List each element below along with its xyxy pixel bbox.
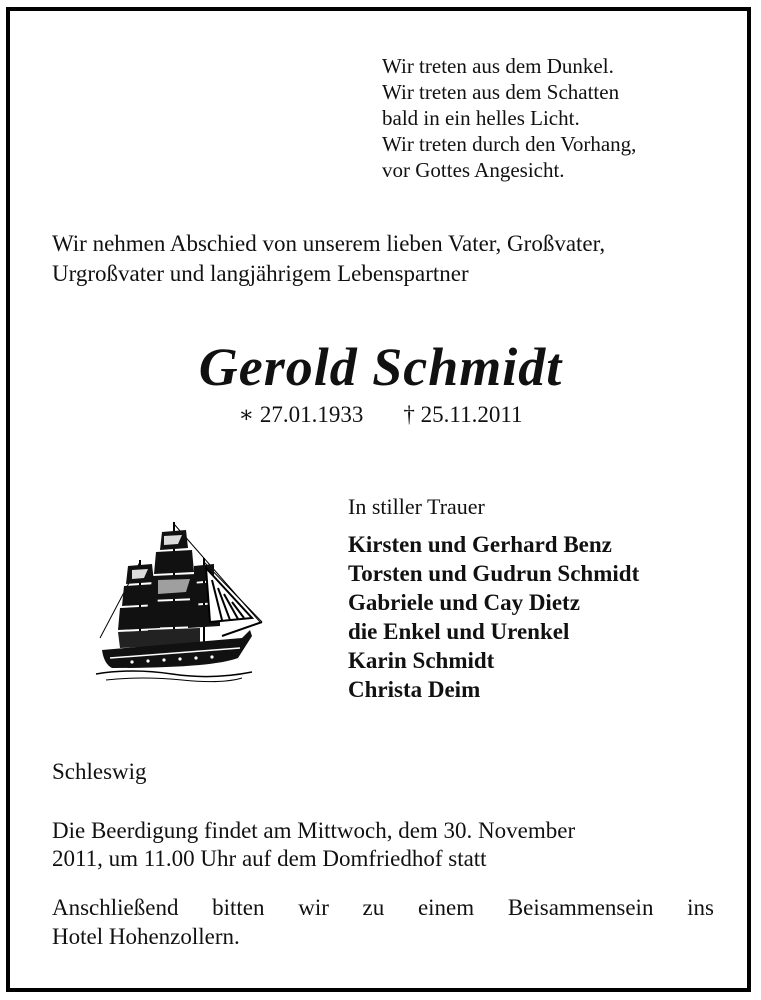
gathering-word: zu (362, 895, 385, 920)
poem (382, 53, 742, 183)
gathering-word: wir (298, 895, 329, 920)
gathering-line: Hotel Hohenzollern. (52, 924, 240, 949)
gathering-word: bitten (212, 895, 265, 920)
life-dates (0, 400, 761, 430)
poem-line: Wir treten aus dem Schatten (382, 80, 620, 104)
mourner-name: Kirsten und Gerhard Benz (348, 532, 612, 557)
gathering-line (52, 893, 714, 922)
gathering-word: ins (687, 895, 714, 920)
mourner-name: Gabriele und Cay Dietz (348, 590, 580, 615)
sailing-ship-icon (92, 518, 264, 686)
gathering-word: Anschließend (52, 895, 179, 920)
intro-line: Wir nehmen Abschied von unserem lieben Vater, Großvater, (52, 231, 606, 256)
poem-line: Wir treten aus dem Dunkel. (382, 54, 614, 78)
mourner-name: Christa Deim (348, 677, 481, 702)
poem-line: vor Gottes Angesicht. (382, 158, 565, 182)
mourner-name: die Enkel und Urenkel (348, 619, 570, 644)
poem-line: bald in ein helles Licht. (382, 106, 580, 130)
death-date: † 25.11.2011 (403, 402, 523, 427)
funeral-line: 2011, um 11.00 Uhr auf dem Domfriedhof statt (52, 846, 487, 871)
place-name: Schleswig (52, 759, 147, 784)
intro-line: Urgroßvater und langjährigem Lebenspartner (52, 261, 469, 286)
gathering-info (52, 893, 714, 951)
gathering-word: einem (417, 895, 475, 920)
mourner-name: Torsten und Gudrun Schmidt (348, 561, 640, 586)
mourners-list (348, 530, 639, 704)
poem-line: Wir treten durch den Vorhang, (382, 132, 637, 156)
funeral-line: Die Beerdigung findet am Mittwoch, dem 30. November (52, 818, 576, 843)
birth-date: ∗ 27.01.1933 (238, 402, 364, 427)
intro-text (52, 229, 732, 289)
mourner-name: Karin Schmidt (348, 648, 495, 673)
mourning-heading: In stiller Trauer (348, 494, 485, 519)
funeral-info (52, 817, 716, 873)
deceased-name: Gerold Schmidt (198, 337, 563, 397)
gathering-word: Beisammensein (507, 895, 654, 920)
